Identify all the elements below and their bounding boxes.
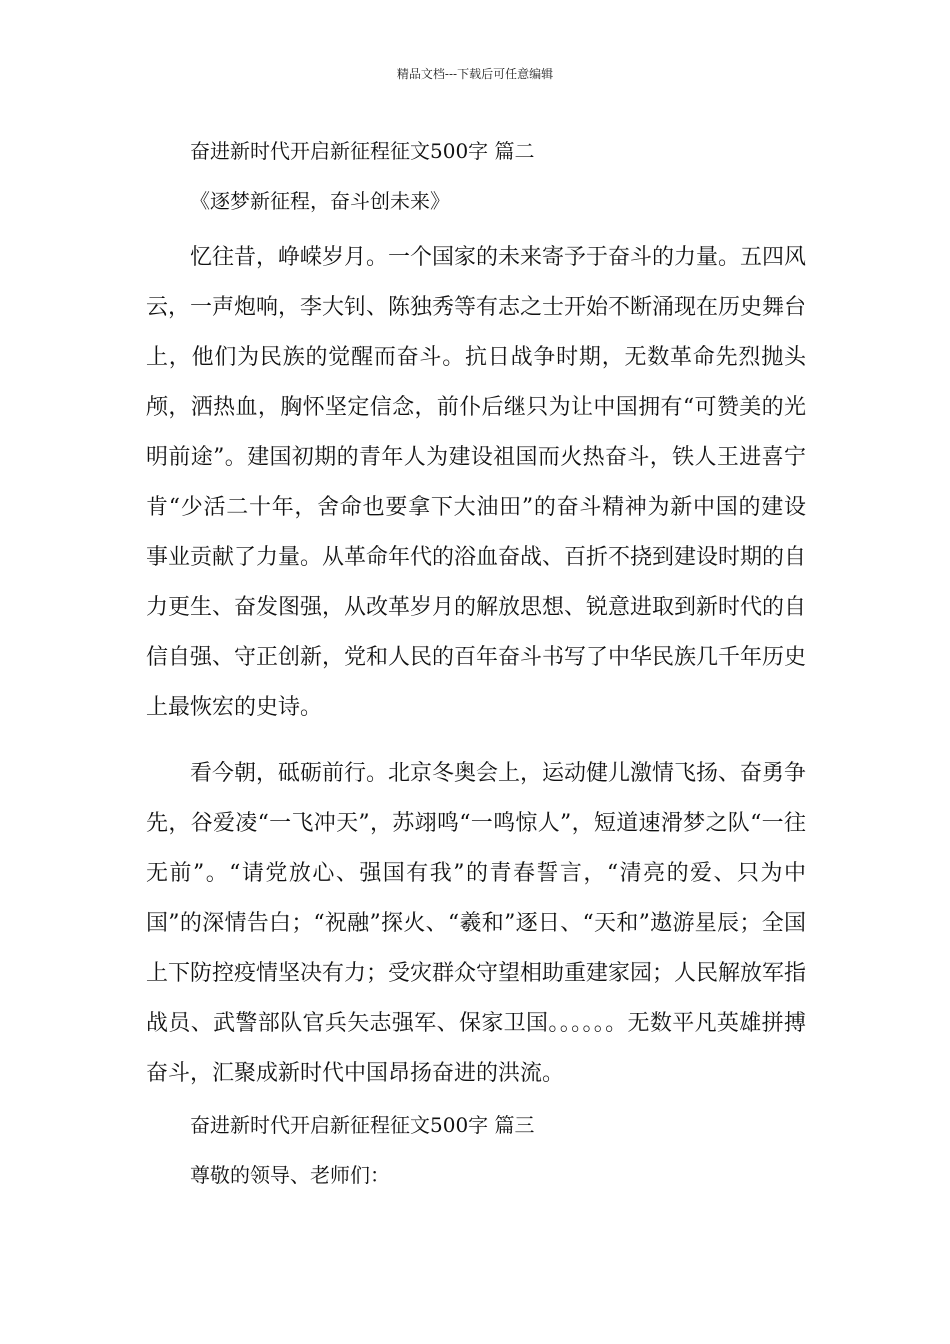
document-body [146, 133, 806, 1193]
essay-title: 《逐梦新征程，奋斗创未来》 [190, 189, 450, 213]
greeting-line: 尊敬的领导、老师们： [190, 1163, 390, 1187]
section-heading-2: 奋进新时代开启新征程征文500字 篇二 [190, 139, 535, 163]
body-paragraph-1: 忆往昔，峥嵘岁月。一个国家的未来寄予于奋斗的力量。五四风云，一声炮响，李大钊、陈独秀等有志之士开始不断涌现在历史舞台上，他们为民族的觉醒而奋斗。抗日战争时期，无数革命先烈抛头颅，洒热血，胸怀坚定信念，前仆后继只为让中国拥有“可赞美的光明前途”。建国初期的青年人为建设祖国而火热奋斗，铁人王进喜宁肯“少活二十年，舍命也要拿下大油田”的奋斗精神为新中国的建设事业贡献了力量。从革命年代的浴血奋战、百折不挠到建设时期的自力更生、奋发图强，从改革岁月的解放思想、锐意进取到新时代的自信自强、守正创新，党和人民的百年奋斗书写了中华民族几千年历史上最恢宏的史诗。 [146, 245, 807, 720]
body-paragraph-2: 看今朝，砥砺前行。北京冬奥会上，运动健儿激情飞扬、奋勇争先，谷爱凌“一飞冲天”，苏翊鸣“一鸣惊人”，短道速滑梦之队“一往无前”。“请党放心、强国有我”的青春誓言，“清亮的爱、只为中国”的深情告白；“祝融”探火、“羲和”逐日、“天和”遨游星辰；全国上下防控疫情坚决有力；受灾群众守望相助重建家园；人民解放军指战员、武警部队官兵矢志强军、保家卫国。。。。。。无数平凡英雄拼搏奋斗，汇聚成新时代中国昂扬奋进的洪流。 [146, 761, 807, 1086]
page-header: 精品文档---下载后可任意编辑 [396, 67, 554, 81]
section-heading-3: 奋进新时代开启新征程征文500字 篇三 [190, 1113, 535, 1137]
